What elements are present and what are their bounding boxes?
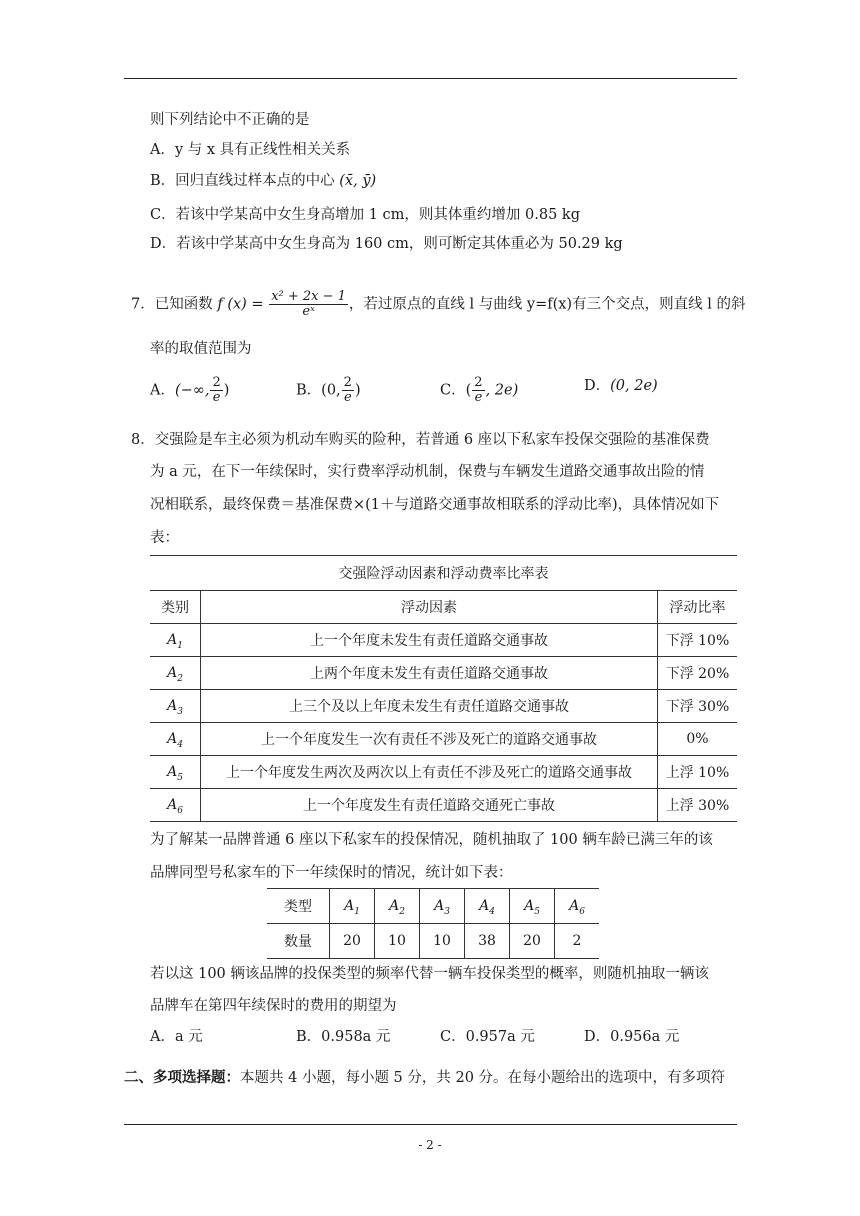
- q7-line2: 率的取值范围为: [150, 341, 252, 357]
- section2-heading: [124, 1068, 725, 1088]
- q7-post: ，若过原点的直线 l 与曲线 y=f(x)有三个交点，则直线 l 的斜: [348, 296, 746, 313]
- count-table-type-label: 类型: [267, 889, 330, 924]
- count-table-type: $A_5$: [510, 889, 555, 924]
- rate-table-cat: $A_5$: [150, 756, 201, 789]
- q8-line8: 品牌车在第四年续保时的费用的期望为: [150, 998, 397, 1014]
- q7-option-b: [296, 376, 361, 405]
- q7-fraction: [269, 290, 348, 319]
- count-table-type: $A_3$: [420, 889, 465, 924]
- q7-option-b-num: 2: [343, 375, 352, 390]
- q8-line5: 为了解某一品牌普通 6 座以下私家车的投保情况，随机抽取了 100 辆车龄已满三年的该: [150, 832, 713, 848]
- q6-option-c: C．若该中学某高中女生身高增加 1 cm，则其体重约增加 0.85 kg: [150, 207, 580, 223]
- count-table-type: $A_6$: [555, 889, 600, 924]
- section2-text: 本题共 4 小题，每小题 5 分，共 20 分。在每小题给出的选项中，有多项符: [240, 1070, 726, 1086]
- q7-option-b-post: ): [354, 382, 361, 399]
- count-table-type: $A_1$: [330, 889, 375, 924]
- rate-table-cat: $A_1$: [150, 624, 201, 657]
- count-table-count: 20: [510, 924, 555, 959]
- q6-option-d: D．若该中学某高中女生身高为 160 cm，则可断定其体重必为 50.29 kg: [150, 236, 623, 252]
- q7-option-a-pre: (−∞,: [174, 382, 210, 399]
- rate-table-cat: $A_2$: [150, 657, 201, 690]
- header-rule: [124, 78, 737, 79]
- count-table-type: $A_2$: [375, 889, 420, 924]
- q7-option-d-label: D．: [584, 378, 611, 394]
- rate-table-rate: 上浮 30%: [658, 789, 738, 822]
- q7-line1: [131, 290, 745, 319]
- rate-table-factor: 上两个年度未发生有责任道路交通事故: [201, 657, 658, 690]
- q8-line7: 若以这 100 辆该品牌的投保类型的频率代替一辆车投保类型的概率，则随机抽取一辆该: [150, 966, 709, 982]
- rate-table: [150, 555, 737, 822]
- rate-table-factor: 上一个年度发生两次及两次以上有责任不涉及死亡的道路交通事故: [201, 756, 658, 789]
- table-row: [150, 756, 737, 789]
- q8-option-c: C．0.957a 元: [440, 1029, 535, 1045]
- rate-table-rate: 0%: [658, 723, 738, 756]
- count-table: [267, 888, 599, 959]
- count-table-count: 2: [555, 924, 600, 959]
- table-row: [150, 624, 737, 657]
- rate-table-rate: 上浮 10%: [658, 756, 738, 789]
- q7-denominator: eˣ: [302, 304, 315, 319]
- q8-line2: 为 a 元，在下一年续保时，实行费率浮动机制，保费与车辆发生道路交通事故出险的情: [150, 464, 705, 480]
- table-row: [150, 690, 737, 723]
- q7-option-b-den: e: [343, 390, 352, 405]
- rate-table-factor: 上一个年度发生有责任道路交通死亡事故: [201, 789, 658, 822]
- count-table-type: $A_4$: [465, 889, 510, 924]
- count-table-count-label: 数量: [267, 924, 330, 959]
- rate-table-cat: $A_6$: [150, 789, 201, 822]
- q7-option-c-pre: (: [465, 382, 472, 399]
- rate-table-header-rate: 浮动比率: [658, 591, 738, 624]
- q7-option-d: [584, 376, 658, 396]
- q8-option-d: D．0.956a 元: [584, 1029, 680, 1045]
- q8-line1: 8．交强险是车主必须为机动车购买的险种，若普通 6 座以下私家车投保交强险的基准保费: [131, 432, 710, 448]
- count-table-count: 38: [465, 924, 510, 959]
- q7-option-c: [440, 376, 518, 405]
- rate-table-rate: 下浮 30%: [658, 690, 738, 723]
- q8-options: [150, 1027, 710, 1049]
- count-table-count: 20: [330, 924, 375, 959]
- table-row: [150, 657, 737, 690]
- q6-option-b-text: B．回归直线过样本点的中心: [150, 173, 335, 189]
- q6-option-b-math: (x̄, ȳ): [339, 173, 377, 189]
- rate-table-header-factor: 浮动因素: [201, 591, 658, 624]
- rate-table-cat: $A_4$: [150, 723, 201, 756]
- q6-stem: 则下列结论中不正确的是: [150, 112, 310, 128]
- q7-option-a-num: 2: [212, 375, 221, 390]
- q7-option-a-label: A．: [150, 382, 175, 399]
- rate-table-caption: 交强险浮动因素和浮动费率比率表: [150, 556, 737, 591]
- q7-option-b-frac: [342, 376, 354, 405]
- q7-number: 7．: [131, 296, 155, 313]
- count-table-count: 10: [420, 924, 465, 959]
- q8-line6: 品牌同型号私家车的下一年续保时的情况，统计如下表：: [150, 865, 513, 881]
- q8-option-a: A．a 元: [150, 1029, 203, 1045]
- q7-option-c-frac: [472, 376, 484, 405]
- q7-option-c-label: C．: [440, 382, 466, 399]
- q7-option-a-frac: [210, 376, 222, 405]
- q7-option-c-num: 2: [474, 375, 483, 390]
- q7-option-b-pre: (0,: [321, 382, 341, 399]
- q7-option-d-math: (0, 2e): [610, 378, 658, 394]
- rate-table-factor: 上三个及以上年度未发生有责任道路交通事故: [201, 690, 658, 723]
- count-table-count: 10: [375, 924, 420, 959]
- q6-option-b: [150, 171, 376, 191]
- rate-table-header-category: 类别: [150, 591, 201, 624]
- q6-option-a: A．y 与 x 具有正线性相关关系: [150, 142, 351, 158]
- q7-pre: 已知函数: [154, 296, 213, 313]
- page-number: - 2 -: [418, 1138, 442, 1152]
- q7-fx: f (x) =: [217, 296, 264, 313]
- q7-option-a-den: e: [212, 390, 221, 405]
- rate-table-rate: 下浮 10%: [658, 624, 738, 657]
- rate-table-factor: 上一个年度未发生有责任道路交通事故: [201, 624, 658, 657]
- table-row: [150, 789, 737, 822]
- q7-option-a: [150, 376, 229, 405]
- rate-table-rate: 下浮 20%: [658, 657, 738, 690]
- q8-option-b: B．0.958a 元: [296, 1029, 391, 1045]
- q7-option-b-label: B．: [296, 382, 322, 399]
- q7-option-a-post: ): [223, 382, 230, 399]
- section2-title: 二、多项选择题：: [124, 1069, 240, 1086]
- q7-numerator: x² + 2x − 1: [271, 289, 346, 304]
- footer-rule: [124, 1124, 737, 1125]
- q8-line4: 表：: [150, 530, 179, 546]
- rate-table-cat: $A_3$: [150, 690, 201, 723]
- q7-option-c-den: e: [474, 390, 483, 405]
- table-row: [150, 723, 737, 756]
- q8-line3: 况相联系，最终保费＝基准保费×(1＋与道路交通事故相联系的浮动比率)，具体情况如下: [150, 497, 720, 513]
- rate-table-factor: 上一个年度发生一次有责任不涉及死亡的道路交通事故: [201, 723, 658, 756]
- q7-option-c-post: , 2e): [485, 382, 519, 399]
